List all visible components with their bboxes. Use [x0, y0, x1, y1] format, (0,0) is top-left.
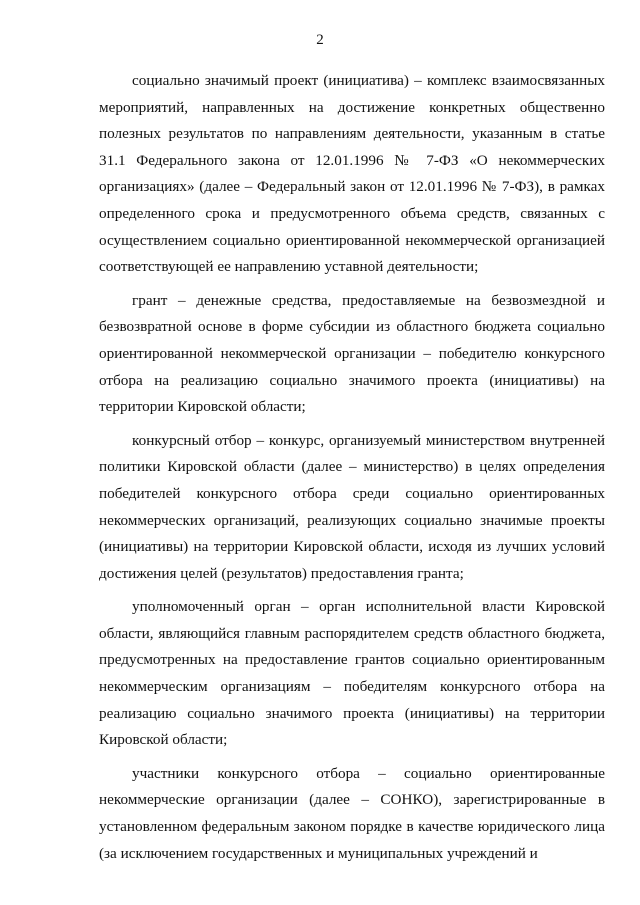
paragraph-grant-definition: грант – денежные средства, предоставляемые на безвозмездной и безвозвратной основе в форме субсидии из областного бюджета социально ориентированной некоммерческой организации – победителю конкурсного отбора на реализацию социально значимого проекта (инициативы) на территории Кировской области;	[99, 291, 605, 416]
document-body	[99, 68, 605, 874]
page-number: 2	[316, 32, 324, 48]
paragraph-competition-definition: конкурсный отбор – конкурс, организуемый министерством внутренней политики Кировской области (далее – министерство) в целях определения победителей конкурсного отбора среди социально ориентированных некоммерческих организаций, реализующих социально значимые проекты (инициативы) на территории Кировской области, исходя из лучших условий достижения целей (результатов) предоставления гранта;	[99, 431, 605, 582]
paragraph-social-project-definition: социально значимый проект (инициатива) – комплекс взаимосвязанных мероприятий, направленных на достижение конкретных общественно полезных результатов по направлениям деятельности, указанным в статье 31.1 Федерального закона от 12.01.1996 № 7-ФЗ «О некоммерческих организациях» (далее – Федеральный закон от 12.01.1996 № 7-ФЗ), в рамках определенного срока и предусмотренного объема средств, связанных с осуществлением социально ориентированной некоммерческой организацией соответствующей ее направлению уставной деятельности;	[99, 72, 605, 276]
paragraph-authorized-body-definition: уполномоченный орган – орган исполнительной власти Кировской области, являющийся главным распорядителем средств областного бюджета, предусмотренных на предоставление грантов социально ориентированным некоммерческим организациям – победителям конкурсного отбора на реализацию социально значимого проекта (инициативы) на территории Кировской области;	[99, 598, 605, 749]
paragraph-participants-definition: участники конкурсного отбора – социально ориентированные некоммерческие организации (далее – СОНКО), зарегистрированные в установленном федеральным законом порядке в качестве юридического лица (за исключением государственных и муниципальных учреждений и	[99, 764, 605, 862]
